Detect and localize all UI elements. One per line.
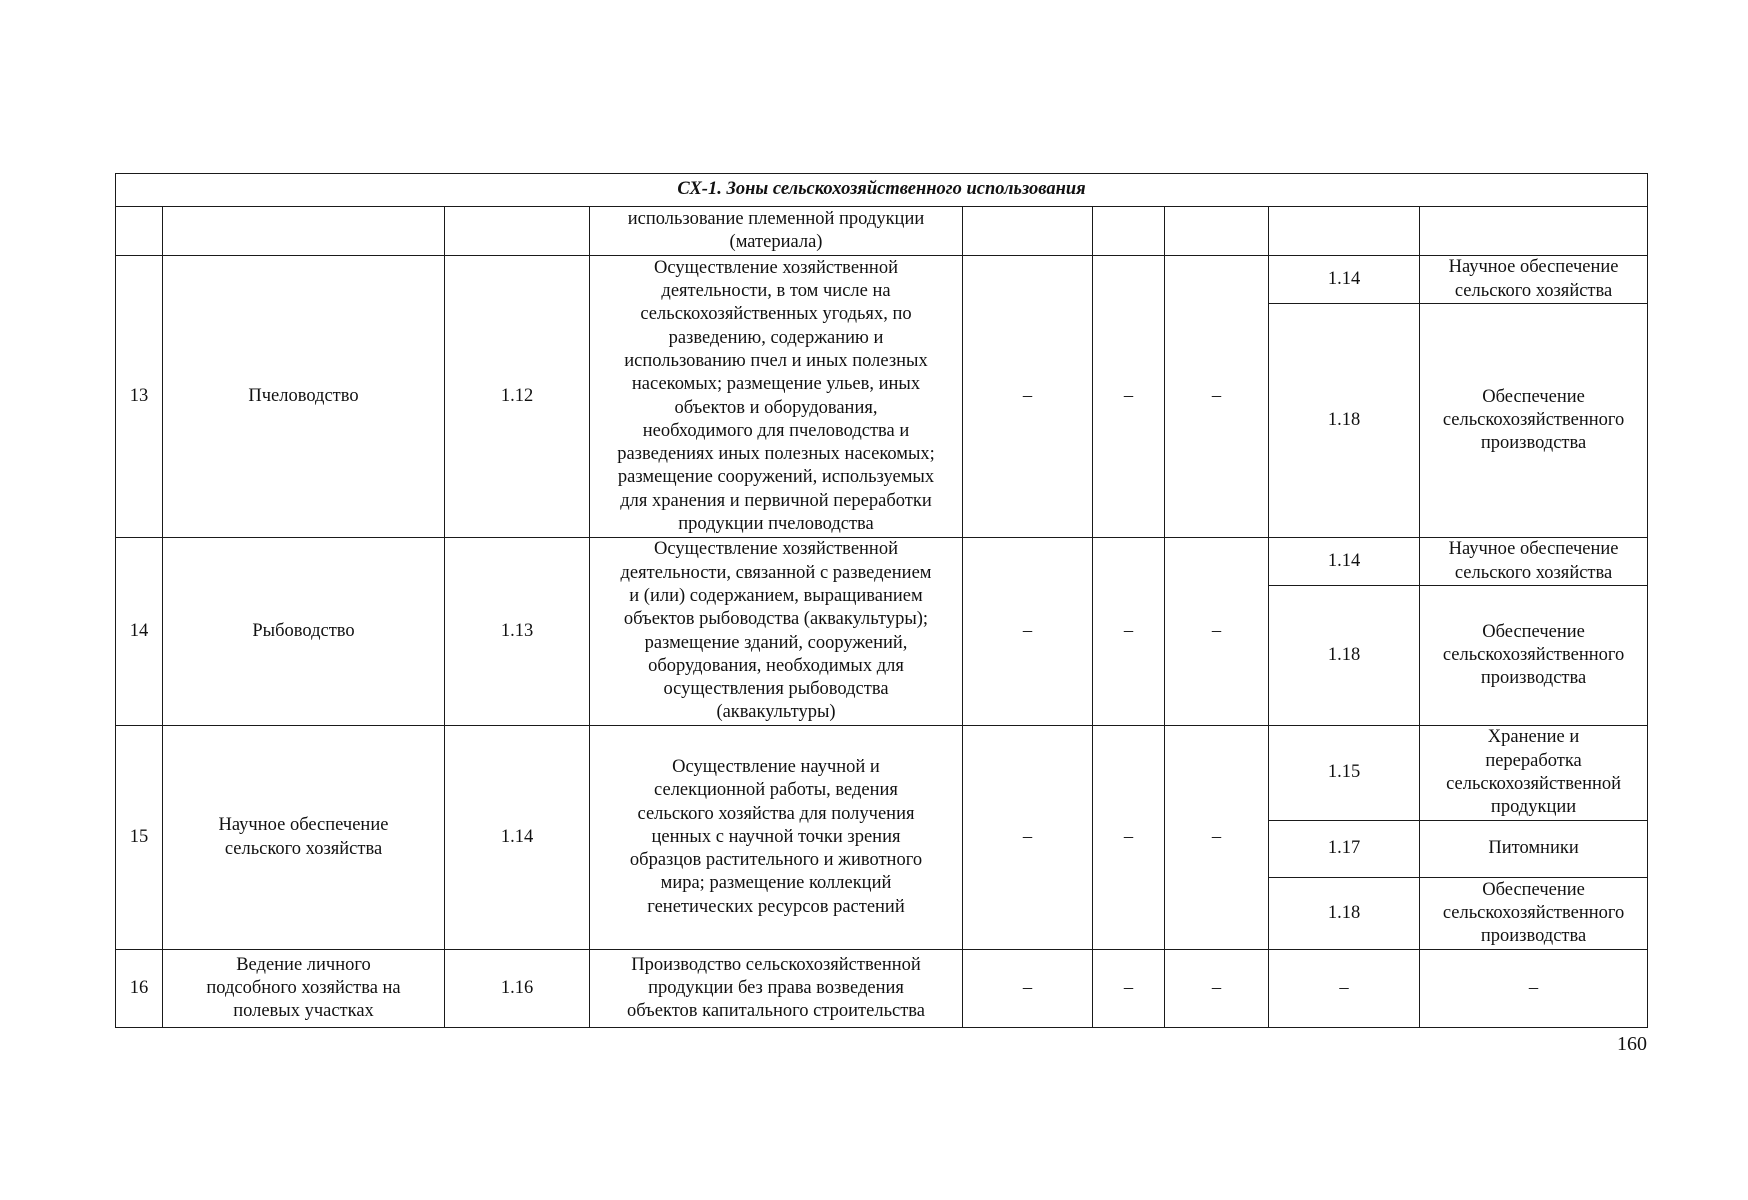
related-code: 1.18 bbox=[1269, 304, 1420, 538]
use-code: 1.13 bbox=[445, 538, 590, 726]
table-row bbox=[116, 256, 1648, 304]
related-name: Обеспечение сельскохозяйственного производства bbox=[1420, 304, 1648, 538]
related-code: 1.17 bbox=[1269, 821, 1420, 878]
dash-cell: – bbox=[963, 538, 1093, 726]
continuation-text: использование племенной продукции (материала) bbox=[590, 207, 963, 256]
use-name: Пчеловодство bbox=[163, 256, 445, 538]
dash-cell: – bbox=[1093, 950, 1165, 1028]
row-number: 13 bbox=[116, 256, 163, 538]
use-name: Ведение личного подсобного хозяйства на полевых участках bbox=[163, 950, 445, 1028]
related-name: Научное обеспечение сельского хозяйства bbox=[1420, 256, 1648, 304]
continuation-row bbox=[116, 207, 1648, 256]
use-code: 1.12 bbox=[445, 256, 590, 538]
table-row bbox=[116, 950, 1648, 1028]
row-number: 16 bbox=[116, 950, 163, 1028]
related-name: Научное обеспечение сельского хозяйства bbox=[1420, 538, 1648, 586]
dash-cell: – bbox=[1165, 538, 1269, 726]
related-code: 1.14 bbox=[1269, 538, 1420, 586]
table-title-row bbox=[116, 174, 1648, 207]
table-row bbox=[116, 726, 1648, 821]
related-code: 1.14 bbox=[1269, 256, 1420, 304]
related-name: Питомники bbox=[1420, 821, 1648, 878]
related-name: Обеспечение сельскохозяйственного производства bbox=[1420, 878, 1648, 950]
related-name: – bbox=[1420, 950, 1648, 1028]
dash-cell: – bbox=[963, 256, 1093, 538]
use-name: Научное обеспечение сельского хозяйства bbox=[163, 726, 445, 950]
dash-cell: – bbox=[1165, 256, 1269, 538]
use-code: 1.14 bbox=[445, 726, 590, 950]
related-code: 1.15 bbox=[1269, 726, 1420, 821]
use-description: Осуществление хозяйственной деятельности, в том числе на сельскохозяйственных угодьях, по разведению, содержанию и использованию пчел и иных полезных насекомых; размещение ульев, иных объектов и оборудования, необходимого для пчеловодства и разведениях иных полезных насекомых; размещение сооружений, используемых для хранения и первичной переработки продукции пчеловодства bbox=[590, 256, 963, 538]
related-code: 1.18 bbox=[1269, 586, 1420, 726]
row-number: 14 bbox=[116, 538, 163, 726]
use-description: Производство сельскохозяйственной продукции без права возведения объектов капитального строительства bbox=[590, 950, 963, 1028]
page-number: 160 bbox=[1617, 1033, 1647, 1055]
use-description: Осуществление хозяйственной деятельности, связанной с разведением и (или) содержанием, выращиванием объектов рыбоводства (аквакультуры); размещение зданий, сооружений, оборудования, необходимых для осуществления рыбоводства (аквакультуры) bbox=[590, 538, 963, 726]
dash-cell: – bbox=[1093, 538, 1165, 726]
dash-cell: – bbox=[1165, 726, 1269, 950]
zones-table bbox=[115, 173, 1648, 1028]
dash-cell: – bbox=[1093, 726, 1165, 950]
table-row bbox=[116, 538, 1648, 586]
related-name: Обеспечение сельскохозяйственного производства bbox=[1420, 586, 1648, 726]
related-name: Хранение и переработка сельскохозяйственной продукции bbox=[1420, 726, 1648, 821]
use-code: 1.16 bbox=[445, 950, 590, 1028]
use-description: Осуществление научной и селекционной работы, ведения сельского хозяйства для получения ценных с научной точки зрения образцов растительного и животного мира; размещение коллекций генетических ресурсов растений bbox=[590, 726, 963, 950]
dash-cell: – bbox=[1165, 950, 1269, 1028]
dash-cell: – bbox=[963, 726, 1093, 950]
row-number: 15 bbox=[116, 726, 163, 950]
use-name: Рыбоводство bbox=[163, 538, 445, 726]
table-title: СХ-1. Зоны сельскохозяйственного использования bbox=[116, 174, 1648, 207]
dash-cell: – bbox=[1093, 256, 1165, 538]
related-code: 1.18 bbox=[1269, 878, 1420, 950]
dash-cell: – bbox=[963, 950, 1093, 1028]
related-code: – bbox=[1269, 950, 1420, 1028]
